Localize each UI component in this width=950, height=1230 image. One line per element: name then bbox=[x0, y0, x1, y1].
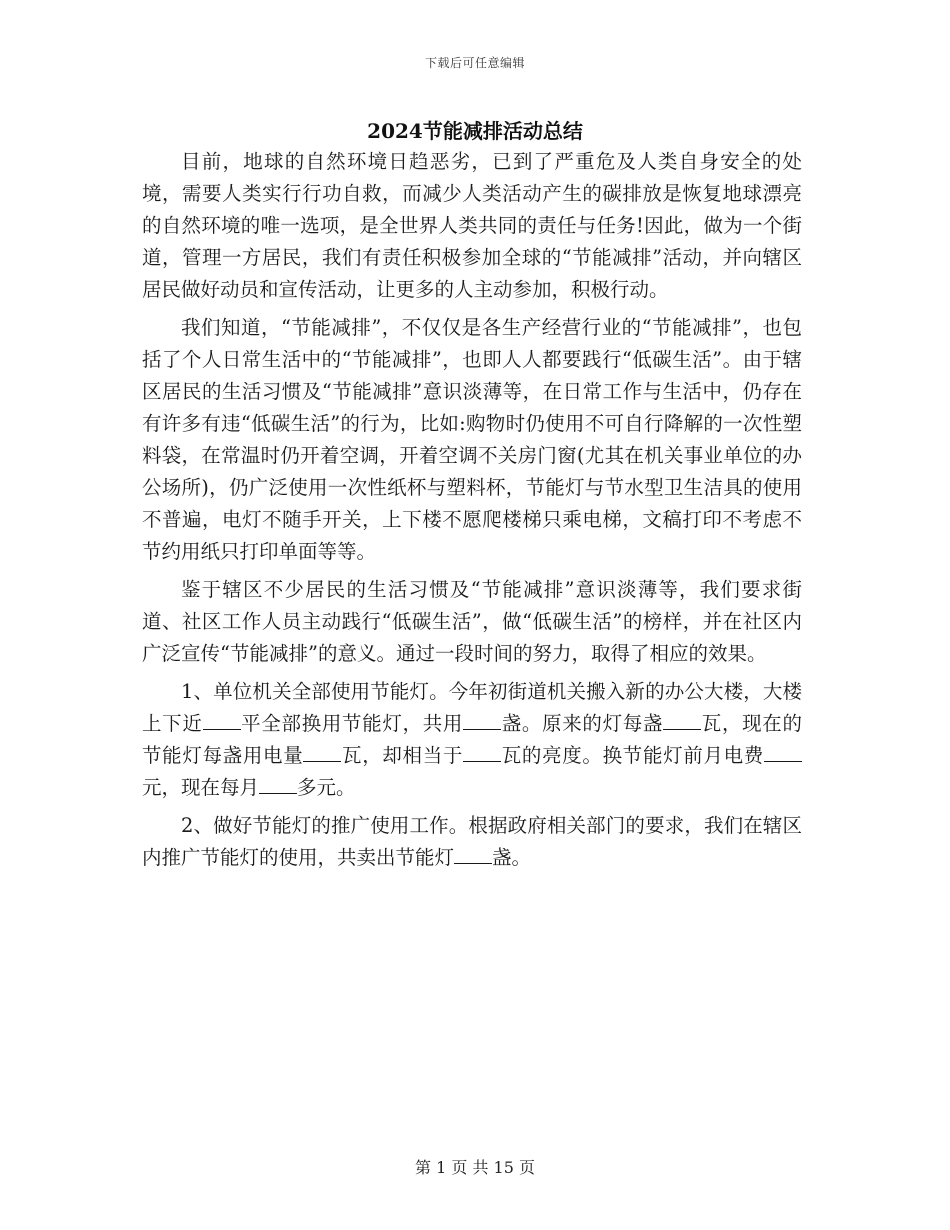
item1-text-5: 瓦，却相当于 bbox=[341, 744, 464, 767]
page-number: 第 1 页 共 15 页 bbox=[415, 1158, 535, 1177]
fill-blank bbox=[463, 710, 501, 731]
item1-text-6: 瓦的亮度。换节能灯前月电费 bbox=[501, 744, 764, 767]
fill-blank bbox=[454, 844, 492, 865]
fill-blank bbox=[663, 710, 701, 731]
item1-text-1: 1、单位机关全部使用节能灯。今年初街道机关搬入新的办公大楼，大楼上下近 bbox=[142, 680, 802, 735]
item1-text-4: 瓦，现在的节能灯每盏用电量 bbox=[142, 712, 802, 767]
fill-blank bbox=[463, 742, 501, 763]
paragraph-item-1 bbox=[142, 676, 802, 804]
paragraph-2: 我们知道，“节能减排”，不仅仅是各生产经营行业的“节能减排”，也包括了个人日常生活中的“节能减排”，也即人人都要践行“低碳生活”。由于辖区居民的生活习惯及“节能减排”意识淡薄等，在日常工作与生活中，仍存在有许多有违“低碳生活”的行为，比如:购物时仍使用不可自行降解的一次性塑料袋，在常温时仍开着空调，开着空调不关房门窗(尤其在机关事业单位的办公场所)，仍广泛使用一次性纸杯与塑料杯，节能灯与节水型卫生洁具的使用不普遍，电灯不随手开关，上下楼不愿爬楼梯只乘电梯，文稿打印不考虑不节约用纸只打印单面等等。 bbox=[142, 316, 802, 563]
item2-text-1: 2、做好节能灯的推广使用工作。根据政府相关部门的要求，我们在辖区内推广节能灯的使用，共卖出节能灯 bbox=[142, 814, 802, 869]
paragraph-item-2 bbox=[142, 810, 802, 874]
item1-text-3: 盏。原来的灯每盏 bbox=[501, 712, 664, 735]
fill-blank bbox=[203, 710, 241, 731]
fill-blank bbox=[764, 742, 802, 763]
paragraph-3: 鉴于辖区不少居民的生活习惯及“节能减排”意识淡薄等，我们要求街道、社区工作人员主动践行“低碳生活”，做“低碳生活”的榜样，并在社区内广泛宣传“节能减排”的意义。通过一段时间的努力，取得了相应的效果。 bbox=[142, 578, 802, 665]
fill-blank bbox=[259, 774, 297, 795]
item1-text-8: 多元。 bbox=[297, 776, 356, 799]
fill-blank bbox=[303, 742, 341, 763]
item1-text-2: 平全部换用节能灯，共用 bbox=[240, 712, 464, 735]
header-note: 下载后可任意编辑 bbox=[424, 56, 525, 70]
document-title: 2024节能减排活动总结 bbox=[367, 119, 583, 143]
document-body bbox=[142, 146, 802, 880]
item2-text-2: 盏。 bbox=[492, 846, 532, 869]
paragraph-1: 目前，地球的自然环境日趋恶劣，已到了严重危及人类自身安全的处境，需要人类实行行功自救，而减少人类活动产生的碳排放是恢复地球漂亮的自然环境的唯一选项，是全世界人类共同的责任与任务!因此，做为一个街道，管理一方居民，我们有责任积极参加全球的“节能减排”活动，并向辖区居民做好动员和宣传活动，让更多的人主动参加，积极行动。 bbox=[142, 150, 802, 301]
item1-text-7: 元，现在每月 bbox=[142, 776, 260, 799]
